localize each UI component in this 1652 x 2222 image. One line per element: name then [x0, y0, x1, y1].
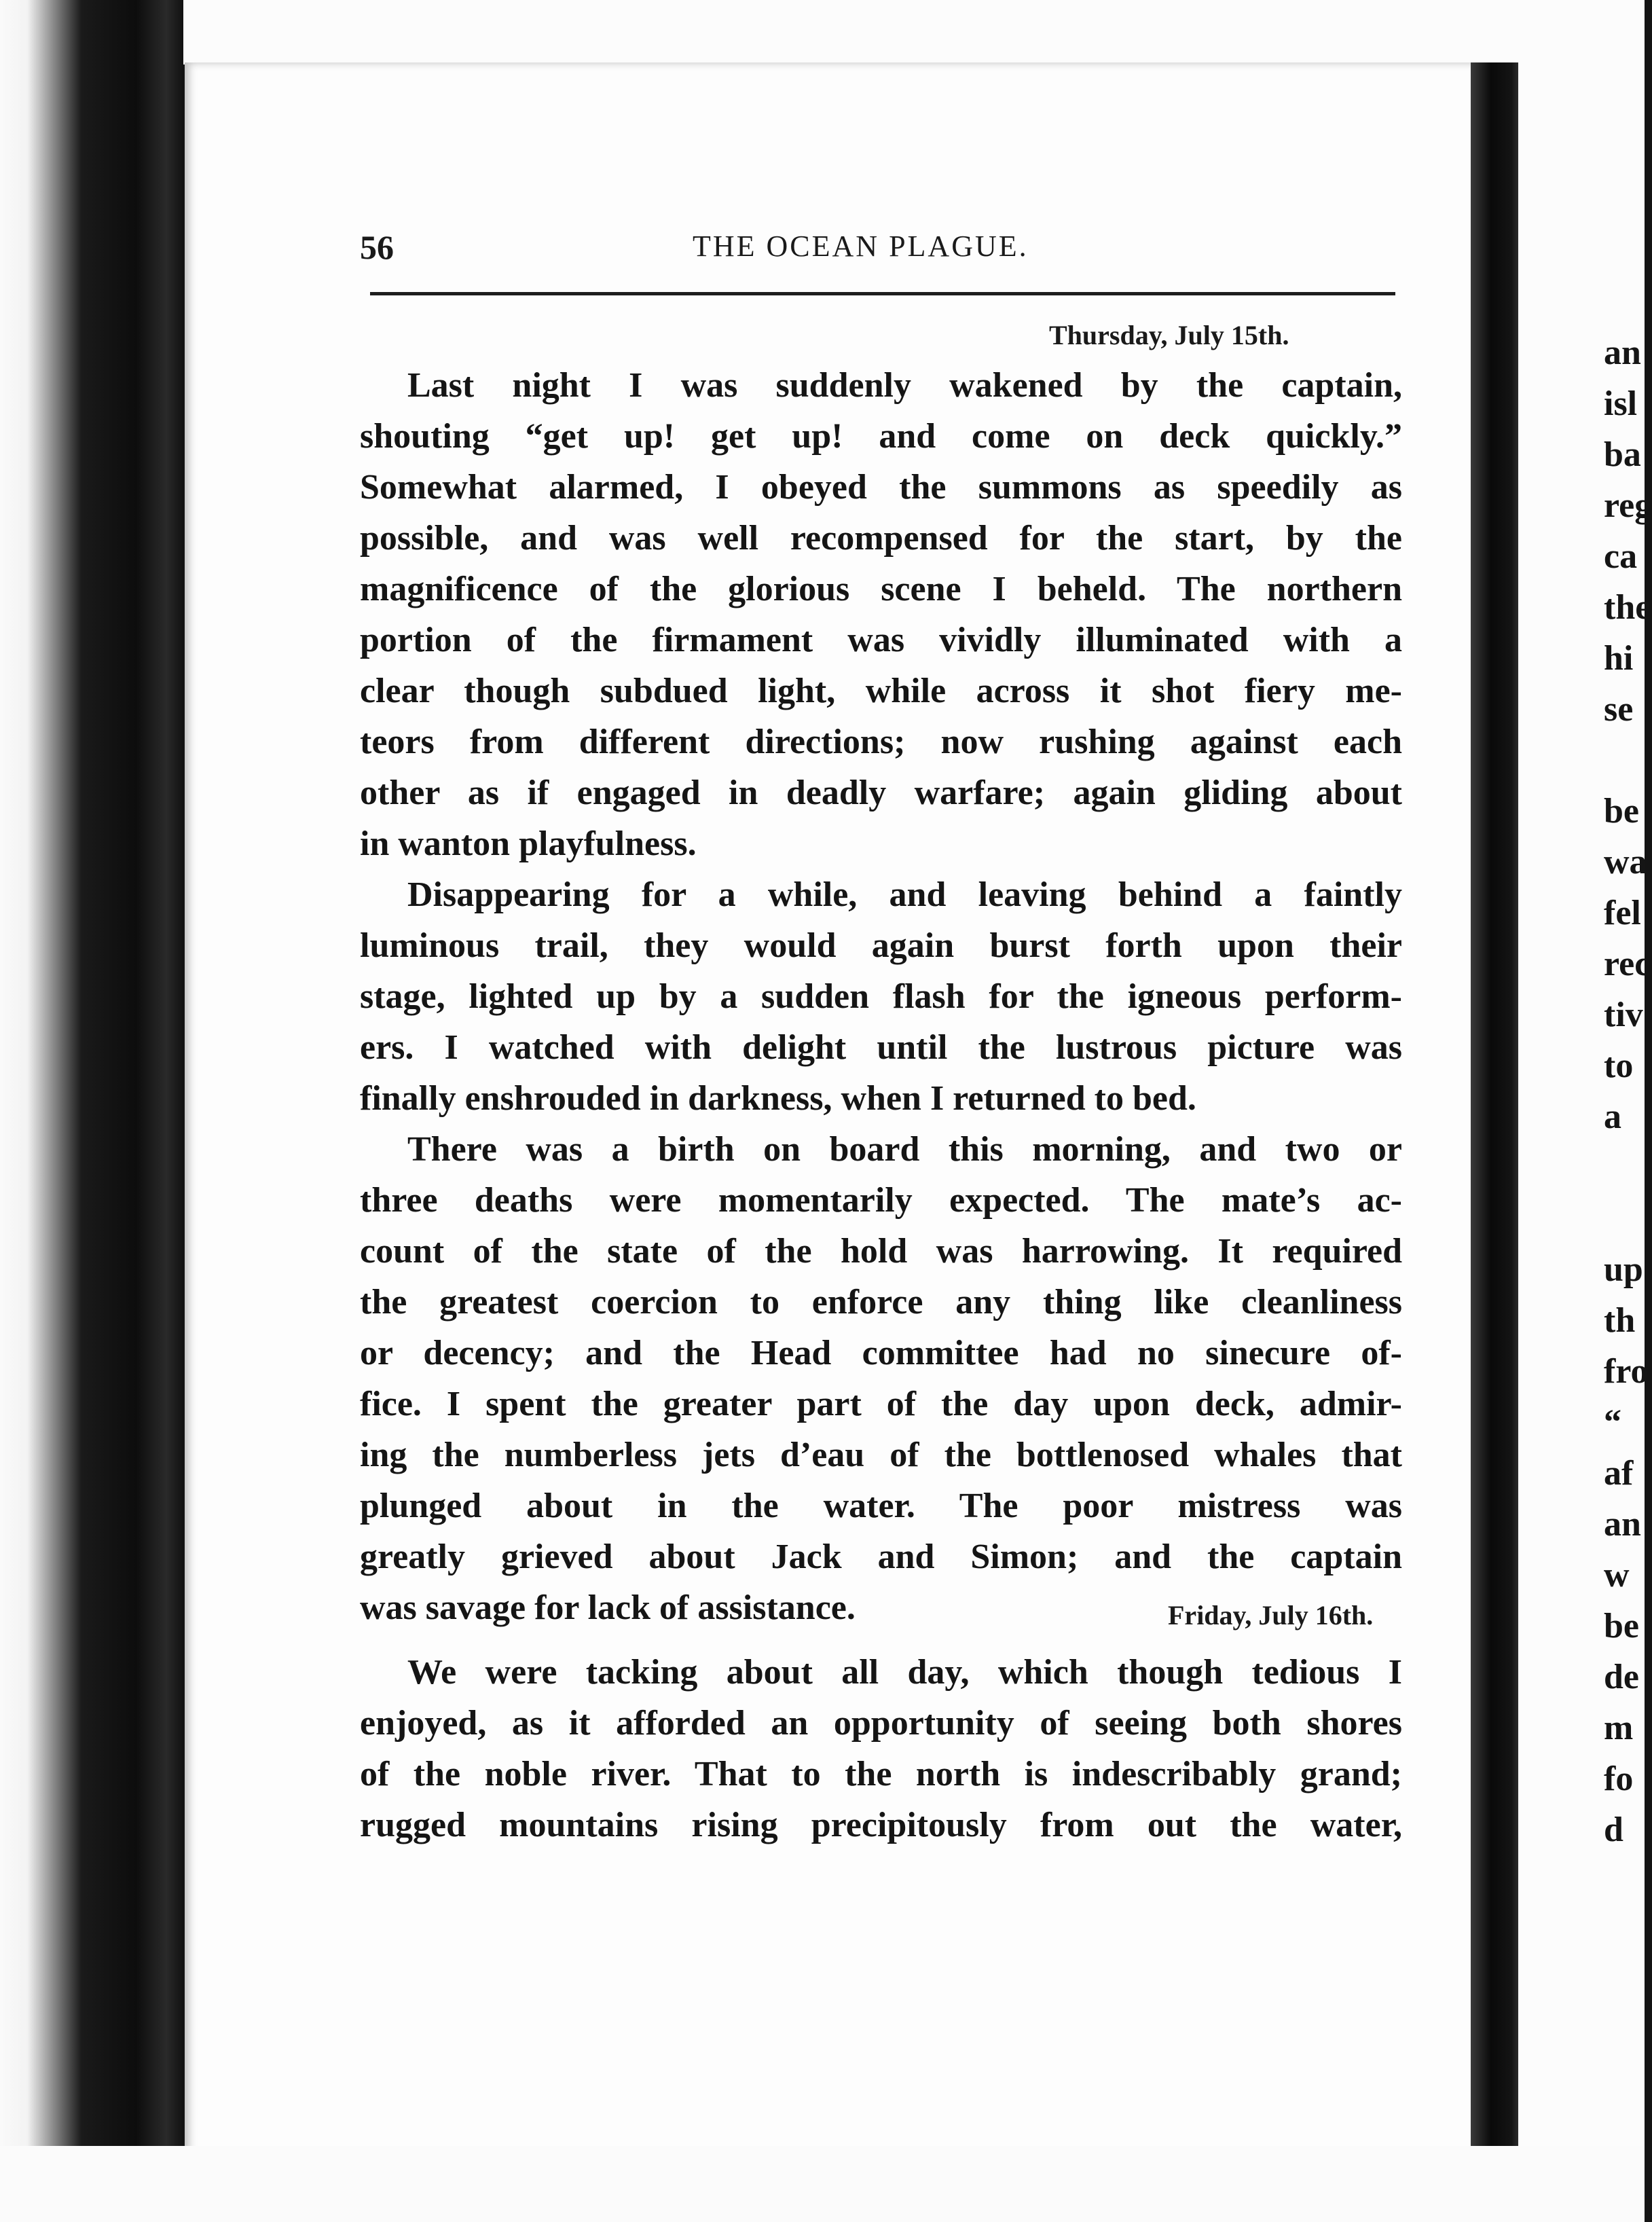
text-line: the greatest coercion to enforce any thing like cleanliness	[360, 1283, 1402, 1322]
text-line: three deaths were momentarily expected. The mate’s ac-	[360, 1181, 1402, 1220]
facing-gap	[1604, 1193, 1652, 1244]
facing-line: se	[1604, 690, 1634, 729]
facing-line: ca	[1604, 537, 1638, 576]
text-line: magnificence of the glorious scene I beheld. The northern	[360, 570, 1402, 608]
facing-line: m	[1604, 1709, 1634, 1747]
text-line: There was a birth on board this morning, and two or	[407, 1130, 1402, 1169]
text-line: enjoyed, as it afforded an opportunity of seeing both shores	[360, 1704, 1402, 1743]
text-line: Last night I was suddenly wakened by the captain,	[407, 366, 1402, 405]
text-line: stage, lighted up by a sudden flash for the igneous perform-	[360, 977, 1402, 1016]
text-line: We were tacking about all day, which though tedious I	[407, 1653, 1402, 1692]
text-line: plunged about in the water. The poor mistress was	[360, 1487, 1402, 1525]
text-line: was savage for lack of assistance.	[360, 1588, 856, 1627]
facing-line: a	[1604, 1097, 1621, 1136]
scan-top-margin	[0, 0, 1645, 65]
entry-body-thursday	[360, 360, 1402, 1633]
text-line: portion of the firmament was vividly illuminated with a	[360, 621, 1402, 659]
facing-line: af	[1604, 1454, 1634, 1493]
text-line: finally enshrouded in darkness, when I returned to bed.	[360, 1079, 1196, 1118]
facing-line: reg	[1604, 486, 1652, 525]
text-line: of the noble river. That to the north is indescribably grand;	[360, 1755, 1402, 1793]
entry-date-thursday: Thursday, July 15th.	[1049, 320, 1289, 350]
facing-line: “	[1604, 1403, 1621, 1442]
text-line: rugged mountains rising precipitously from out the water,	[360, 1806, 1402, 1844]
facing-line: isl	[1604, 384, 1638, 423]
text-line: possible, and was well recompensed for the start, by the	[360, 519, 1402, 558]
facing-line: de	[1604, 1658, 1639, 1696]
facing-gap	[1604, 735, 1652, 786]
text-line: ers. I watched with delight until the lustrous picture was	[360, 1028, 1402, 1067]
facing-line: wa	[1604, 843, 1647, 881]
text-line: fice. I spent the greater part of the day upon deck, admir-	[360, 1385, 1402, 1423]
text-line: Disappearing for a while, and leaving behind a faintly	[407, 875, 1402, 914]
facing-line: be	[1604, 1607, 1639, 1645]
facing-line: fel	[1604, 894, 1641, 932]
facing-line: fro	[1604, 1352, 1649, 1391]
text-line: luminous trail, they would again burst forth upon their	[360, 926, 1402, 965]
facing-line: an	[1604, 333, 1641, 372]
facing-line: hi	[1604, 639, 1634, 678]
facing-line: be	[1604, 792, 1639, 831]
facing-line: up	[1604, 1250, 1643, 1289]
facing-line: to	[1604, 1046, 1634, 1085]
facing-line: th	[1604, 1301, 1636, 1340]
scan-left-edge	[0, 0, 183, 2222]
text-line: greatly grieved about Jack and Simon; and the captain	[360, 1537, 1402, 1576]
facing-gap	[1604, 1142, 1652, 1193]
text-line: shouting “get up! get up! and come on deck quickly.”	[360, 417, 1402, 456]
text-line: Somewhat alarmed, I obeyed the summons as speedily as	[360, 468, 1402, 507]
facing-line: the	[1604, 588, 1651, 627]
book-gutter	[1471, 62, 1518, 2161]
page-number: 56	[360, 228, 394, 266]
facing-line: fo	[1604, 1760, 1634, 1798]
entry-date-friday: Friday, July 16th.	[1168, 1600, 1374, 1631]
header-rule	[370, 292, 1395, 295]
facing-line: w	[1604, 1556, 1630, 1595]
facing-line: ba	[1604, 435, 1641, 474]
text-line: in wanton playfulness.	[360, 824, 697, 863]
text-line: teors from different directions; now rushing against each	[360, 723, 1402, 761]
facing-page-text	[1604, 327, 1652, 1855]
scan-bottom-margin	[0, 2146, 1645, 2222]
running-title: THE OCEAN PLAGUE.	[693, 230, 1029, 263]
facing-line: rec	[1604, 945, 1651, 983]
text-line: ing the numberless jets d’eau of the bottlenosed whales that	[360, 1436, 1402, 1474]
facing-line: tiv	[1604, 996, 1643, 1034]
page-header	[360, 227, 1399, 275]
facing-line: d	[1604, 1810, 1623, 1849]
entry-body-friday	[360, 1647, 1402, 1851]
text-line: or decency; and the Head committee had no sinecure of-	[360, 1334, 1402, 1372]
facing-line: an	[1604, 1505, 1641, 1544]
text-line: other as if engaged in deadly warfare; again gliding about	[360, 773, 1402, 812]
text-line: clear though subdued light, while across it shot fiery me-	[360, 672, 1402, 710]
text-line: count of the state of the hold was harrowing. It required	[360, 1232, 1402, 1271]
